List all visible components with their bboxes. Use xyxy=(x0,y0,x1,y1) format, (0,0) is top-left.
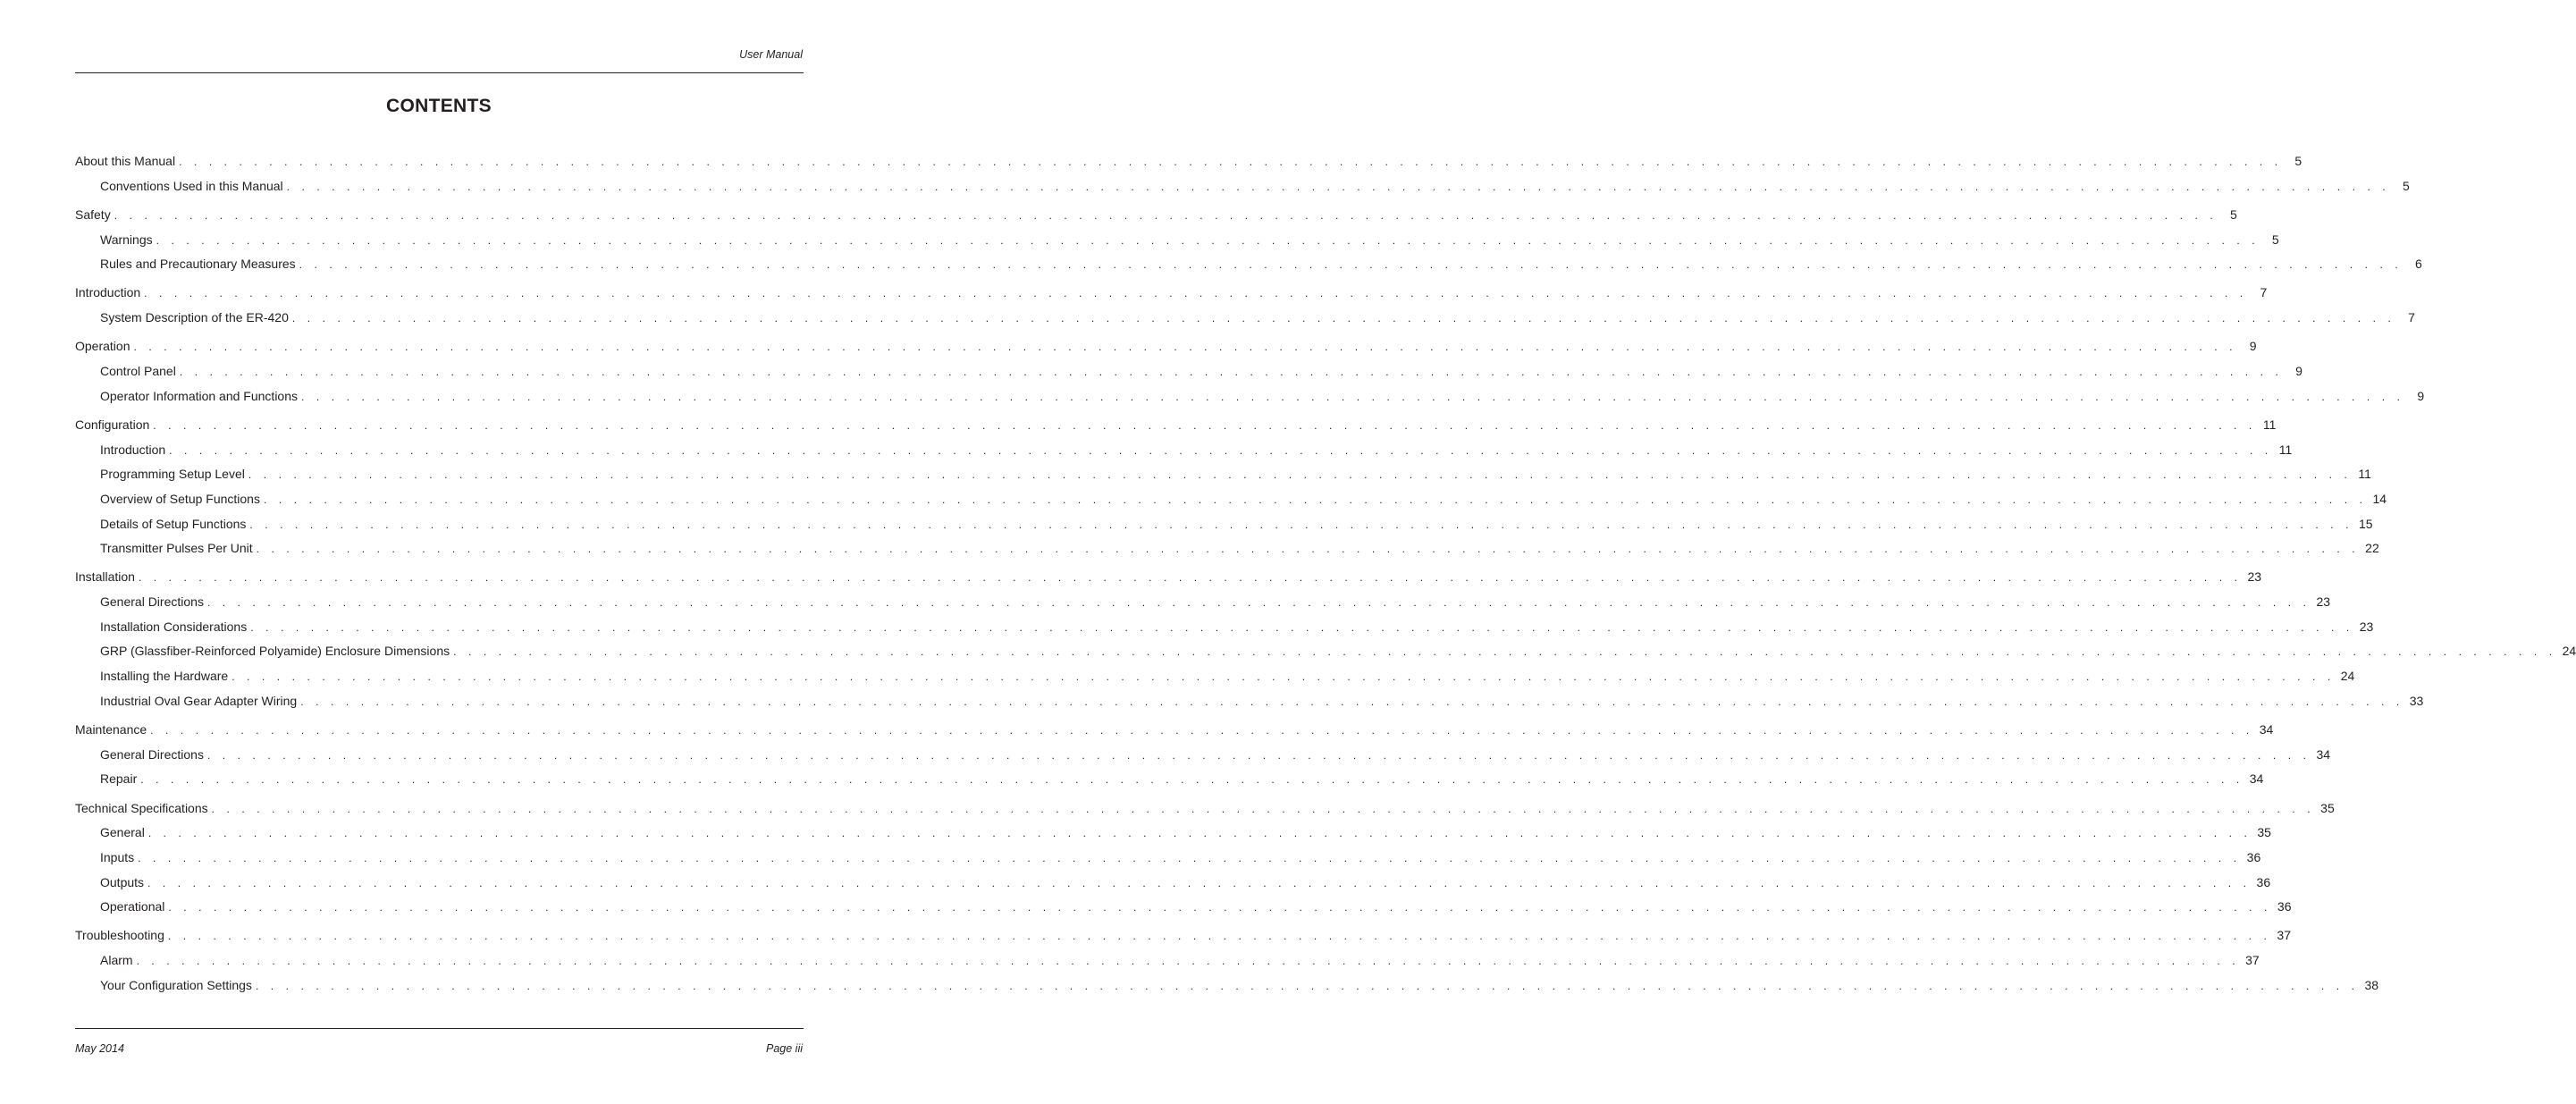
toc-entry-title: Inputs xyxy=(100,850,135,864)
toc-page-number: 9 xyxy=(2249,339,2257,353)
toc-entry-title: Operator Information and Functions xyxy=(100,389,299,403)
toc-page-number: 37 xyxy=(2245,953,2260,967)
toc-entry-title: General Directions xyxy=(100,594,204,609)
toc-entry-title: Safety xyxy=(75,207,111,222)
dot-leader: . . . . . . . . . . . . . . . . . . . . . . . . . . . . . . . . . . . . . . . . . . . . . . . . . . . . . . . . . . . . . . . . . . . . . . . . . . . . . . . . . . . . . . . . . . . . . . . . . . . . . . . . . . . . . . . . . . . . . . . . . . . . . . . . . . . . . . . . . . . . xyxy=(156,234,2260,247)
dot-leader: . . . . . . . . . . . . . . . . . . . . . . . . . . . . . . . . . . . . . . . . . . . . . . . . . . . . . . . . . . . . . . . . . . . . . . . . . . . . . . . . . . . . . . . . . . . . . . . . . . . . . . . . . . . . . . . . . . . . . . . . . . . . . . . . . . . . . . . . . . . . xyxy=(144,287,2248,299)
dot-leader: . . . . . . . . . . . . . . . . . . . . . . . . . . . . . . . . . . . . . . . . . . . . . . . . . . . . . . . . . . . . . . . . . . . . . . . . . . . . . . . . . . . . . . . . . . . . . . . . . . . . . . . . . . . . . . . . . . . . . . . . . . . . . . . . . . . . . . . . . . . . xyxy=(286,181,2390,193)
toc-page-number: 36 xyxy=(2256,875,2271,889)
toc-entry[interactable] xyxy=(75,721,2274,738)
toc-page-number: 34 xyxy=(2259,722,2274,737)
dot-leader: . . . . . . . . . . . . . . . . . . . . . . . . . . . . . . . . . . . . . . . . . . . . . . . . . . . . . . . . . . . . . . . . . . . . . . . . . . . . . . . . . . . . . . . . . . . . . . . . . . . . . . . . . . . . . . . . . . . . . . . . . . . . . . . . . . . . . . . . . . . . xyxy=(299,258,2403,271)
footer-date: May 2014 xyxy=(75,1042,124,1055)
dot-leader: . . . . . . . . . . . . . . . . . . . . . . . . . . . . . . . . . . . . . . . . . . . . . . . . . . . . . . . . . . . . . . . . . . . . . . . . . . . . . . . . . . . . . . . . . . . . . . . . . . . . . . . . . . . . . . . . . . . . . . . . . . . . . . . . . . . . . . . . . . . . xyxy=(133,341,2237,353)
toc-entry-title: Introduction xyxy=(100,442,166,457)
toc-entry-title: Details of Setup Functions xyxy=(100,517,247,531)
toc-page-number: 33 xyxy=(2409,694,2424,708)
toc-subentry[interactable] xyxy=(100,848,2261,866)
dot-leader: . . . . . . . . . . . . . . . . . . . . . . . . . . . . . . . . . . . . . . . . . . . . . . . . . . . . . . . . . . . . . . . . . . . . . . . . . . . . . . . . . . . . . . . . . . . . . . . . . . . . . . . . . . . . . . . . . . . . . . . . . . . . . . . . . . . . . . . . . . . . xyxy=(153,419,2257,432)
dot-leader: . . . . . . . . . . . . . . . . . . . . . . . . . . . . . . . . . . . . . . . . . . . . . . . . . . . . . . . . . . . . . . . . . . . . . . . . . . . . . . . . . . . . . . . . . . . . . . . . . . . . . . . . . . . . . . . . . . . . . . . . . . . . . . . . . . . . . . . . . . . . xyxy=(249,518,2353,531)
toc-entry[interactable] xyxy=(75,206,2237,223)
toc-entry-title: Operational xyxy=(100,899,165,914)
dot-leader: . . . . . . . . . . . . . . . . . . . . . . . . . . . . . . . . . . . . . . . . . . . . . . . . . . . . . . . . . . . . . . . . . . . . . . . . . . . . . . . . . . . . . . . . . . . . . . . . . . . . . . . . . . . . . . . . . . . . . . . . . . . . . . . . . . . . . . . . . . . . xyxy=(206,749,2311,762)
toc-entry-title: Installation xyxy=(75,569,135,584)
toc-page-number: 36 xyxy=(2246,850,2261,864)
toc-entry[interactable] xyxy=(75,283,2268,301)
dot-leader: . . . . . . . . . . . . . . . . . . . . . . . . . . . . . . . . . . . . . . . . . . . . . . . . . . . . . . . . . . . . . . . . . . . . . . . . . . . . . . . . . . . . . . . . . . . . . . . . . . . . . . . . . . . . . . . . . . . . . . . . . . . . . . . . . . . . . . . . . . . . xyxy=(138,571,2243,584)
toc-subentry[interactable] xyxy=(100,362,2302,380)
dot-leader: . . . . . . . . . . . . . . . . . . . . . . . . . . . . . . . . . . . . . . . . . . . . . . . . . . . . . . . . . . . . . . . . . . . . . . . . . . . . . . . . . . . . . . . . . . . . . . . . . . . . . . . . . . . . . . . . . . . . . . . . . . . . . . . . . . . . . . . . . . . . xyxy=(300,695,2404,708)
toc-subentry[interactable] xyxy=(100,667,2355,685)
toc-subentry[interactable] xyxy=(100,642,2576,660)
toc-entry-title: General xyxy=(100,825,145,839)
dot-leader: . . . . . . . . . . . . . . . . . . . . . . . . . . . . . . . . . . . . . . . . . . . . . . . . . . . . . . . . . . . . . . . . . . . . . . . . . . . . . . . . . . . . . . . . . . . . . . . . . . . . . . . . . . . . . . . . . . . . . . . . . . . . . . . . . . . . . . . . . . . . xyxy=(263,493,2368,506)
toc-entry[interactable] xyxy=(75,568,2262,586)
toc-entry[interactable] xyxy=(75,416,2277,434)
toc-entry-title: Configuration xyxy=(75,417,150,432)
toc-entry-title: About this Manual xyxy=(75,154,176,168)
toc-subentry[interactable] xyxy=(100,255,2422,273)
dot-leader: . . . . . . . . . . . . . . . . . . . . . . . . . . . . . . . . . . . . . . . . . . . . . . . . . . . . . . . . . . . . . . . . . . . . . . . . . . . . . . . . . . . . . . . . . . . . . . . . . . . . . . . . . . . . . . . . . . . . . . . . . . . . . . . . . . . . . . . . . . . . xyxy=(147,827,2252,839)
dot-leader: . . . . . . . . . . . . . . . . . . . . . . . . . . . . . . . . . . . . . . . . . . . . . . . . . . . . . . . . . . . . . . . . . . . . . . . . . . . . . . . . . . . . . . . . . . . . . . . . . . . . . . . . . . . . . . . . . . . . . . . . . . . . . . . . . . . . . . . . . . . . xyxy=(232,670,2336,683)
toc-entry-title: Troubleshooting xyxy=(75,928,164,942)
toc-page-number: 7 xyxy=(2408,310,2415,324)
toc-entry-title: Control Panel xyxy=(100,364,176,378)
dot-leader: . . . . . . . . . . . . . . . . . . . . . . . . . . . . . . . . . . . . . . . . . . . . . . . . . . . . . . . . . . . . . . . . . . . . . . . . . . . . . . . . . . . . . . . . . . . . . . . . . . . . . . . . . . . . . . . . . . . . . . . . . . . . . . . . . . . . . . . . . . . . xyxy=(291,312,2395,324)
dot-leader: . . . . . . . . . . . . . . . . . . . . . . . . . . . . . . . . . . . . . . . . . . . . . . . . . . . . . . . . . . . . . . . . . . . . . . . . . . . . . . . . . . . . . . . . . . . . . . . . . . . . . . . . . . . . . . . . . . . . . . . . . . . . . . . . . . . . . . . . . . . . xyxy=(255,980,2360,992)
toc-entry-title: Technical Specifications xyxy=(75,801,208,815)
toc-subentry[interactable] xyxy=(100,951,2260,969)
toc-subentry[interactable] xyxy=(100,177,2410,195)
toc-entry-title: Overview of Setup Functions xyxy=(100,492,260,506)
toc-entry-title: Industrial Oval Gear Adapter Wiring xyxy=(100,694,298,708)
toc-entry-title: System Description of the ER-420 xyxy=(100,310,289,324)
toc-page-number: 6 xyxy=(2414,257,2422,271)
dot-leader: . . . . . . . . . . . . . . . . . . . . . . . . . . . . . . . . . . . . . . . . . . . . . . . . . . . . . . . . . . . . . . . . . . . . . . . . . . . . . . . . . . . . . . . . . . . . . . . . . . . . . . . . . . . . . . . . . . . . . . . . . . . . . . . . . . . . . . . . . . . . xyxy=(250,621,2354,634)
dot-leader: . . . . . . . . . . . . . . . . . . . . . . . . . . . . . . . . . . . . . . . . . . . . . . . . . . . . . . . . . . . . . . . . . . . . . . . . . . . . . . . . . . . . . . . . . . . . . . . . . . . . . . . . . . . . . . . . . . . . . . . . . . . . . . . . . . . . . . . . . . . . xyxy=(453,645,2557,658)
toc-entry-title: Maintenance xyxy=(75,722,147,737)
toc-entry-title: Introduction xyxy=(75,285,141,299)
toc-page-number: 5 xyxy=(2402,179,2410,193)
toc-subentry[interactable] xyxy=(100,490,2387,508)
toc-subentry[interactable] xyxy=(100,873,2271,891)
header-rule xyxy=(75,72,804,73)
dot-leader: . . . . . . . . . . . . . . . . . . . . . . . . . . . . . . . . . . . . . . . . . . . . . . . . . . . . . . . . . . . . . . . . . . . . . . . . . . . . . . . . . . . . . . . . . . . . . . . . . . . . . . . . . . . . . . . . . . . . . . . . . . . . . . . . . . . . . . . . . . . . xyxy=(147,877,2252,889)
toc-subentry[interactable] xyxy=(100,231,2279,249)
toc-entry-title: Outputs xyxy=(100,875,145,889)
toc-entry-title: Alarm xyxy=(100,953,133,967)
toc-subentry[interactable] xyxy=(100,308,2415,326)
toc-page-number: 35 xyxy=(2320,801,2335,815)
toc-entry-title: Installing the Hardware xyxy=(100,669,229,683)
toc-page-number: 35 xyxy=(2257,825,2271,839)
dot-leader: . . . . . . . . . . . . . . . . . . . . . . . . . . . . . . . . . . . . . . . . . . . . . . . . . . . . . . . . . . . . . . . . . . . . . . . . . . . . . . . . . . . . . . . . . . . . . . . . . . . . . . . . . . . . . . . . . . . . . . . . . . . . . . . . . . . . . . . . . . . . xyxy=(211,803,2315,815)
toc-page-number: 22 xyxy=(2365,541,2379,555)
footer-rule xyxy=(75,1028,804,1029)
toc-subentry[interactable] xyxy=(100,692,2424,710)
toc-entry-title: Installation Considerations xyxy=(100,619,248,634)
toc-subentry[interactable] xyxy=(100,976,2379,994)
toc-entry-title: GRP (Glassfiber-Reinforced Polyamide) Enclosure Dimensions xyxy=(100,644,450,658)
toc-page-number: 9 xyxy=(2295,364,2302,378)
toc-entry[interactable] xyxy=(75,152,2302,170)
toc-subentry[interactable] xyxy=(100,746,2331,763)
toc-subentry[interactable] xyxy=(100,387,2425,405)
toc-entry[interactable] xyxy=(75,337,2257,355)
toc-entry-title: Repair xyxy=(100,771,138,786)
toc-subentry[interactable] xyxy=(100,465,2371,483)
dot-leader: . . . . . . . . . . . . . . . . . . . . . . . . . . . . . . . . . . . . . . . . . . . . . . . . . . . . . . . . . . . . . . . . . . . . . . . . . . . . . . . . . . . . . . . . . . . . . . . . . . . . . . . . . . . . . . . . . . . . . . . . . . . . . . . . . . . . . . . . . . . . xyxy=(301,391,2405,403)
toc-subentry[interactable] xyxy=(100,539,2379,557)
toc-subentry[interactable] xyxy=(100,515,2373,533)
toc-entry-title: Conventions Used in this Manual xyxy=(100,179,283,193)
toc-subentry[interactable] xyxy=(100,618,2374,636)
dot-leader: . . . . . . . . . . . . . . . . . . . . . . . . . . . . . . . . . . . . . . . . . . . . . . . . . . . . . . . . . . . . . . . . . . . . . . . . . . . . . . . . . . . . . . . . . . . . . . . . . . . . . . . . . . . . . . . . . . . . . . . . . . . . . . . . . . . . . . . . . . . . xyxy=(256,543,2360,555)
header-label: User Manual xyxy=(739,48,803,61)
toc-page-number: 14 xyxy=(2372,492,2387,506)
toc-entry-title: Programming Setup Level xyxy=(100,467,245,481)
dot-leader: . . . . . . . . . . . . . . . . . . . . . . . . . . . . . . . . . . . . . . . . . . . . . . . . . . . . . . . . . . . . . . . . . . . . . . . . . . . . . . . . . . . . . . . . . . . . . . . . . . . . . . . . . . . . . . . . . . . . . . . . . . . . . . . . . . . . . . . . . . . . xyxy=(136,955,2240,967)
toc-page-number: 23 xyxy=(2359,619,2374,634)
dot-leader: . . . . . . . . . . . . . . . . . . . . . . . . . . . . . . . . . . . . . . . . . . . . . . . . . . . . . . . . . . . . . . . . . . . . . . . . . . . . . . . . . . . . . . . . . . . . . . . . . . . . . . . . . . . . . . . . . . . . . . . . . . . . . . . . . . . . . . . . . . . . xyxy=(138,852,2242,864)
dot-leader: . . . . . . . . . . . . . . . . . . . . . . . . . . . . . . . . . . . . . . . . . . . . . . . . . . . . . . . . . . . . . . . . . . . . . . . . . . . . . . . . . . . . . . . . . . . . . . . . . . . . . . . . . . . . . . . . . . . . . . . . . . . . . . . . . . . . . . . . . . . . xyxy=(168,901,2272,914)
toc-page-number: 7 xyxy=(2260,285,2268,299)
toc-page-number: 5 xyxy=(2294,154,2302,168)
toc-entry[interactable] xyxy=(75,799,2335,817)
toc-page-number: 23 xyxy=(2316,594,2331,609)
toc-page-number: 15 xyxy=(2358,517,2373,531)
toc-page-number: 5 xyxy=(2271,232,2279,247)
toc-entry[interactable] xyxy=(75,926,2291,944)
toc-entry-title: Warnings xyxy=(100,232,153,247)
dot-leader: . . . . . . . . . . . . . . . . . . . . . . . . . . . . . . . . . . . . . . . . . . . . . . . . . . . . . . . . . . . . . . . . . . . . . . . . . . . . . . . . . . . . . . . . . . . . . . . . . . . . . . . . . . . . . . . . . . . . . . . . . . . . . . . . . . . . . . . . . . . . xyxy=(114,209,2218,222)
dot-leader: . . . . . . . . . . . . . . . . . . . . . . . . . . . . . . . . . . . . . . . . . . . . . . . . . . . . . . . . . . . . . . . . . . . . . . . . . . . . . . . . . . . . . . . . . . . . . . . . . . . . . . . . . . . . . . . . . . . . . . . . . . . . . . . . . . . . . . . . . . . . xyxy=(179,366,2283,378)
toc-subentry[interactable] xyxy=(100,823,2271,841)
toc-entry-title: Rules and Precautionary Measures xyxy=(100,257,296,271)
toc-page-number: 11 xyxy=(2262,417,2277,432)
toc-subentry[interactable] xyxy=(100,441,2293,459)
dot-leader: . . . . . . . . . . . . . . . . . . . . . . . . . . . . . . . . . . . . . . . . . . . . . . . . . . . . . . . . . . . . . . . . . . . . . . . . . . . . . . . . . . . . . . . . . . . . . . . . . . . . . . . . . . . . . . . . . . . . . . . . . . . . . . . . . . . . . . . . . . . . xyxy=(248,468,2352,481)
footer-page-number: Page iii xyxy=(766,1042,803,1055)
toc-page-number: 24 xyxy=(2562,644,2576,658)
toc-page-number: 38 xyxy=(2364,978,2379,992)
toc-page-number: 34 xyxy=(2249,771,2264,786)
dot-leader: . . . . . . . . . . . . . . . . . . . . . . . . . . . . . . . . . . . . . . . . . . . . . . . . . . . . . . . . . . . . . . . . . . . . . . . . . . . . . . . . . . . . . . . . . . . . . . . . . . . . . . . . . . . . . . . . . . . . . . . . . . . . . . . . . . . . . . . . . . . . xyxy=(179,156,2283,168)
dot-leader: . . . . . . . . . . . . . . . . . . . . . . . . . . . . . . . . . . . . . . . . . . . . . . . . . . . . . . . . . . . . . . . . . . . . . . . . . . . . . . . . . . . . . . . . . . . . . . . . . . . . . . . . . . . . . . . . . . . . . . . . . . . . . . . . . . . . . . . . . . . . xyxy=(169,444,2273,457)
toc-subentry[interactable] xyxy=(100,898,2292,915)
toc-page-number: 11 xyxy=(2358,467,2371,481)
dot-leader: . . . . . . . . . . . . . . . . . . . . . . . . . . . . . . . . . . . . . . . . . . . . . . . . . . . . . . . . . . . . . . . . . . . . . . . . . . . . . . . . . . . . . . . . . . . . . . . . . . . . . . . . . . . . . . . . . . . . . . . . . . . . . . . . . . . . . . . . . . . . xyxy=(206,596,2311,609)
toc-subentry[interactable] xyxy=(100,593,2331,611)
page-title: CONTENTS xyxy=(386,96,492,116)
toc-entry-title: Operation xyxy=(75,339,130,353)
toc-entry-title: Your Configuration Settings xyxy=(100,978,252,992)
toc-entry-title: Transmitter Pulses Per Unit xyxy=(100,541,253,555)
toc-page-number: 24 xyxy=(2340,669,2355,683)
toc-page-number: 9 xyxy=(2417,389,2425,403)
toc-page-number: 36 xyxy=(2277,899,2292,914)
dot-leader: . . . . . . . . . . . . . . . . . . . . . . . . . . . . . . . . . . . . . . . . . . . . . . . . . . . . . . . . . . . . . . . . . . . . . . . . . . . . . . . . . . . . . . . . . . . . . . . . . . . . . . . . . . . . . . . . . . . . . . . . . . . . . . . . . . . . . . . . . . . . xyxy=(150,724,2254,737)
toc-page-number: 23 xyxy=(2247,569,2262,584)
toc-page-number: 34 xyxy=(2316,747,2331,762)
toc-page-number: 37 xyxy=(2277,928,2291,942)
toc-subentry[interactable] xyxy=(100,770,2264,788)
dot-leader: . . . . . . . . . . . . . . . . . . . . . . . . . . . . . . . . . . . . . . . . . . . . . . . . . . . . . . . . . . . . . . . . . . . . . . . . . . . . . . . . . . . . . . . . . . . . . . . . . . . . . . . . . . . . . . . . . . . . . . . . . . . . . . . . . . . . . . . . . . . . xyxy=(167,930,2271,942)
toc-entry-title: General Directions xyxy=(100,747,204,762)
toc-page-number: 5 xyxy=(2230,207,2237,222)
toc-page-number: 11 xyxy=(2278,442,2293,457)
dot-leader: . . . . . . . . . . . . . . . . . . . . . . . . . . . . . . . . . . . . . . . . . . . . . . . . . . . . . . . . . . . . . . . . . . . . . . . . . . . . . . . . . . . . . . . . . . . . . . . . . . . . . . . . . . . . . . . . . . . . . . . . . . . . . . . . . . . . . . . . . . . . xyxy=(140,773,2244,786)
